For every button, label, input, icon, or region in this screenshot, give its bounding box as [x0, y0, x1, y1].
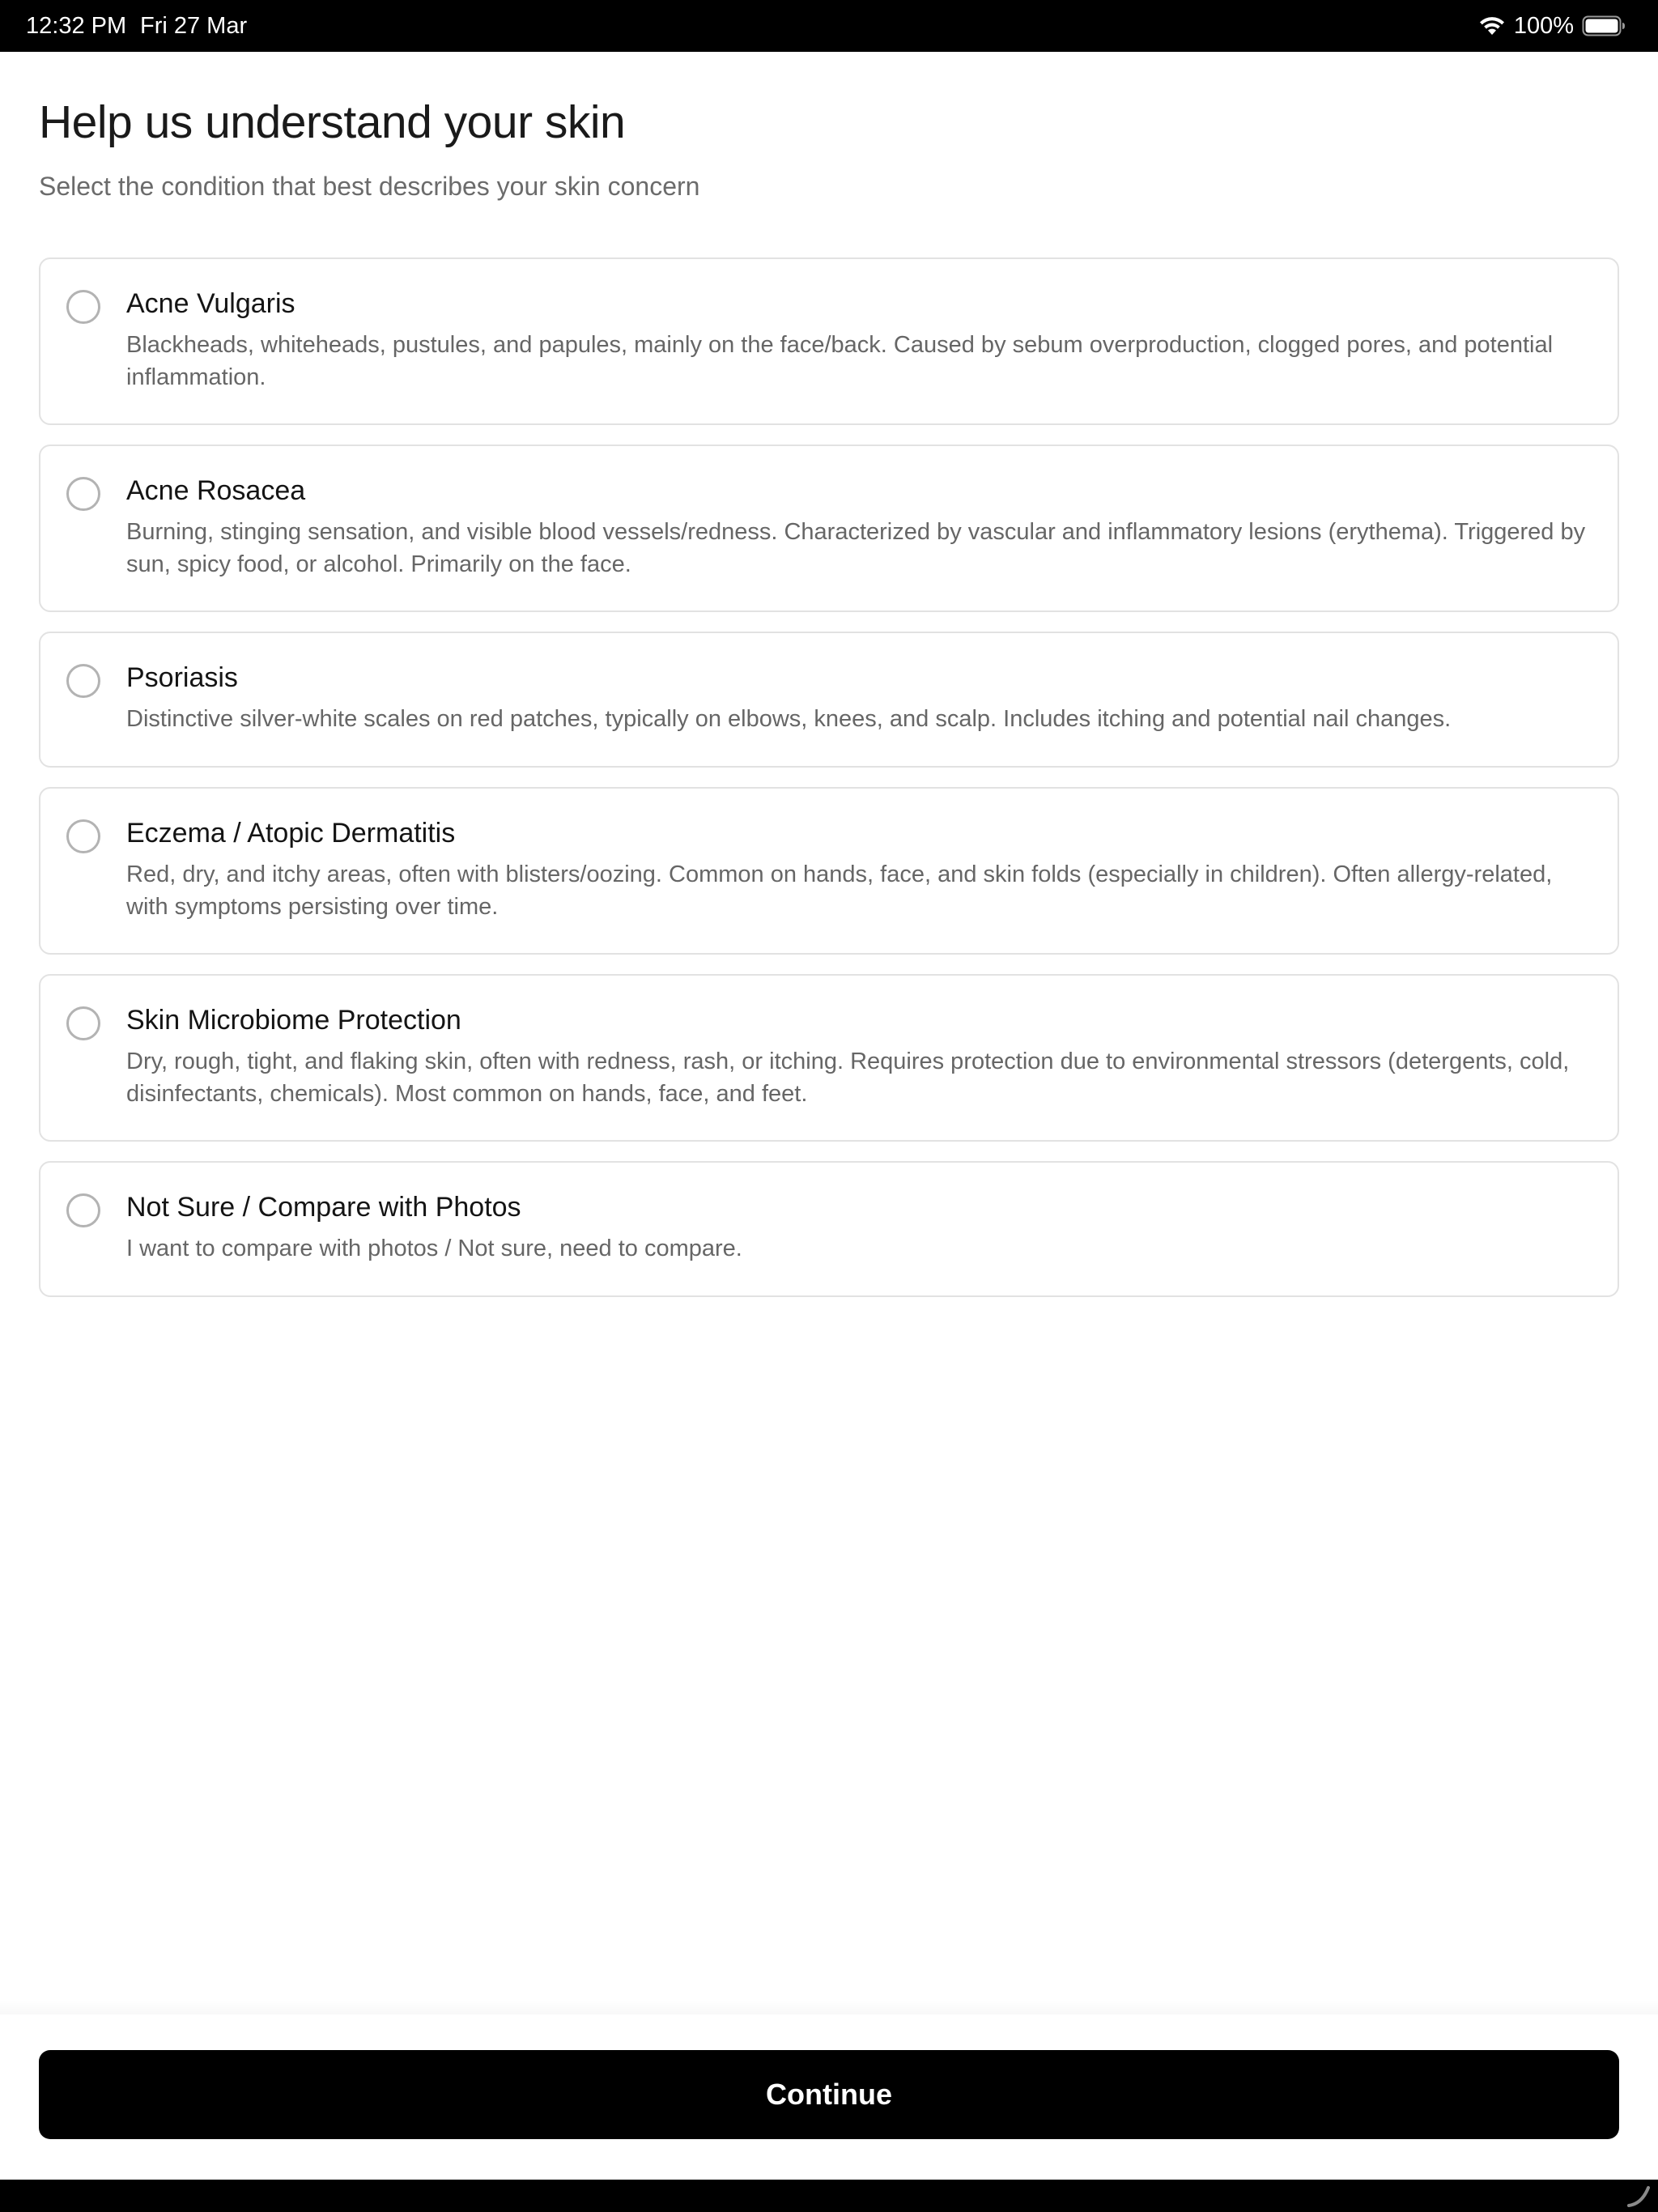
option-description: Burning, stinging sensation, and visible blood vessels/redness. Characterized by vascular and inflammatory lesions (erythema). Triggered by sun, spicy food, or alcohol. Primarily on the face. — [126, 519, 1586, 577]
option-eczema[interactable] — [39, 787, 1619, 955]
radio-button[interactable] — [66, 1193, 100, 1227]
option-skin-microbiome-protection[interactable] — [39, 974, 1619, 1142]
option-description: Dry, rough, tight, and flaking skin, often with redness, rash, or itching. Requires protection due to environmental stressors (detergents, cold, disinfectants, chemicals). Most common on hands, face, and feet. — [126, 1049, 1570, 1107]
option-title: Skin Microbiome Protection — [126, 1005, 461, 1036]
battery-icon — [1582, 15, 1626, 36]
continue-button[interactable]: Continue — [39, 2050, 1619, 2139]
radio-button[interactable] — [66, 1006, 100, 1040]
status-bar — [0, 0, 1658, 52]
home-indicator-bar — [0, 2180, 1658, 2212]
option-description: Distinctive silver-white scales on red patches, typically on elbows, knees, and scalp. Includes itching and potential nail changes. — [126, 706, 1452, 732]
condition-options-list — [39, 257, 1619, 1317]
option-psoriasis[interactable] — [39, 632, 1619, 768]
status-indicators — [1478, 11, 1626, 40]
page-subtitle: Select the condition that best describes your skin concern — [39, 172, 700, 201]
option-acne-vulgaris[interactable] — [39, 257, 1619, 425]
option-not-sure[interactable] — [39, 1161, 1619, 1297]
radio-button[interactable] — [66, 290, 100, 324]
status-date: Fri 27 Mar — [140, 13, 248, 39]
option-description: Blackheads, whiteheads, pustules, and papules, mainly on the face/back. Caused by sebum overproduction, clogged pores, and potential inflammation. — [126, 332, 1554, 390]
radio-button[interactable] — [66, 477, 100, 511]
status-time: 12:32 PM — [26, 13, 127, 39]
option-title: Psoriasis — [126, 662, 238, 693]
resize-handle-icon[interactable] — [1626, 2181, 1653, 2209]
radio-button[interactable] — [66, 819, 100, 853]
option-title: Acne Vulgaris — [126, 288, 295, 319]
option-description: I want to compare with photos / Not sure, need to compare. — [126, 1236, 742, 1261]
radio-button[interactable] — [66, 664, 100, 698]
option-title: Eczema / Atopic Dermatitis — [126, 818, 456, 849]
page-title: Help us understand your skin — [39, 96, 626, 148]
option-acne-rosacea[interactable] — [39, 445, 1619, 612]
option-title: Not Sure / Compare with Photos — [126, 1192, 521, 1223]
option-description: Red, dry, and itchy areas, often with blisters/oozing. Common on hands, face, and skin folds (especially in children). Often allergy-related, with symptoms persisting over time. — [126, 861, 1553, 920]
wifi-icon — [1478, 15, 1506, 36]
option-title: Acne Rosacea — [126, 475, 306, 506]
battery-percentage: 100% — [1513, 13, 1574, 39]
